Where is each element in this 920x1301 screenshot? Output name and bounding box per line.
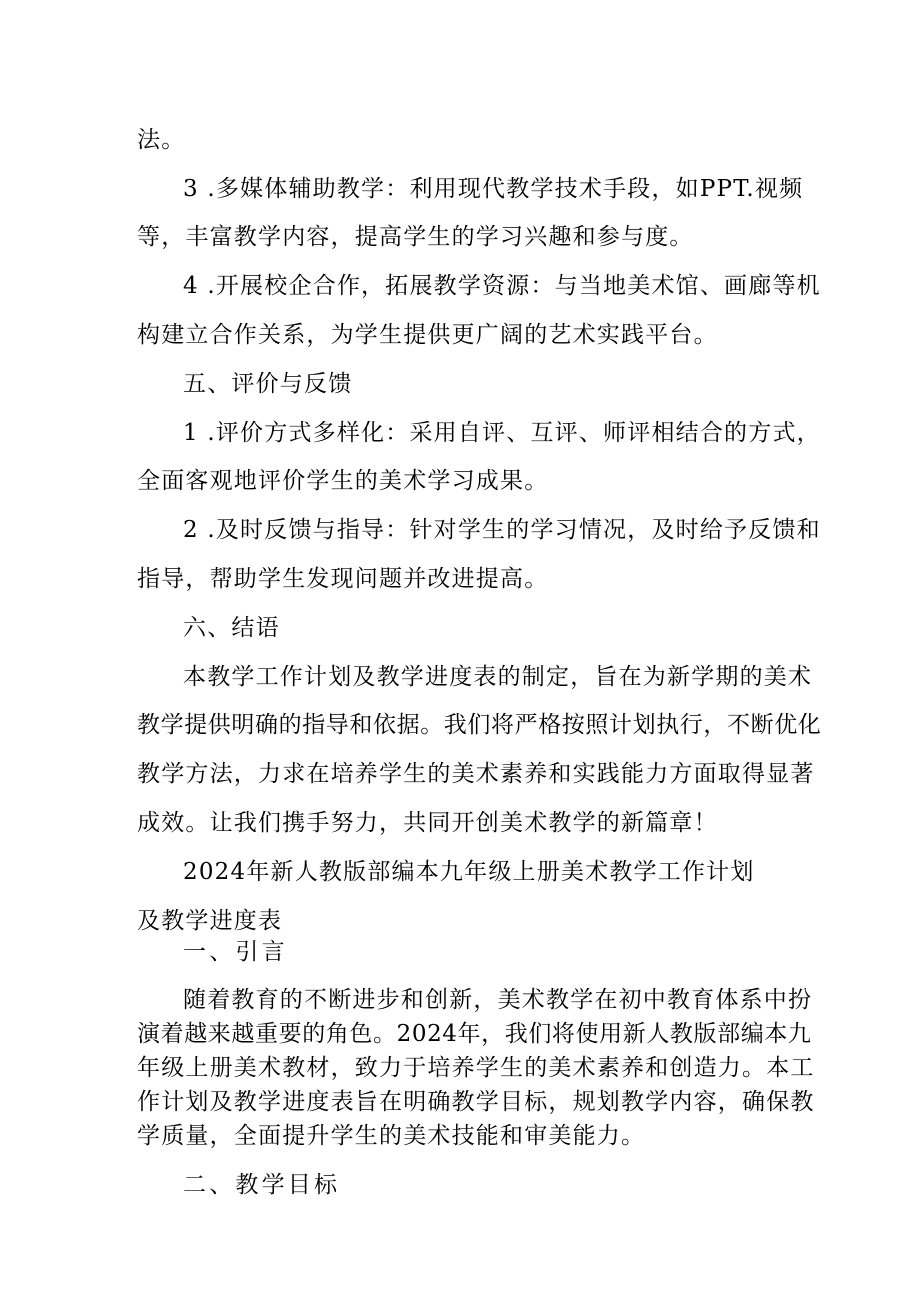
text-line: 全面客观地评价学生的美术学习成果。 [137, 468, 549, 494]
document-title-continued: 及教学进度表 [137, 908, 283, 934]
document-title: 2024年新人教版部编本九年级上册美术教学工作计划 [183, 859, 755, 885]
text-line: 等，丰富教学内容，提高学生的学习兴趣和参与度。 [137, 224, 694, 250]
section-heading: 五、评价与反馈 [183, 371, 353, 397]
text-line: 随着教育的不断进步和创新，美术教学在初中教育体系中扮 [183, 987, 813, 1013]
text-line: 1 .评价方式多样化：采用自评、互评、师评相结合的方式， [183, 420, 821, 446]
text-line: 本教学工作计划及教学进度表的制定，旨在为新学期的美术 [183, 664, 813, 690]
text-line: 学质量，全面提升学生的美术技能和审美能力。 [137, 1123, 646, 1149]
text-line: 年级上册美术教材，致力于培养学生的美术素养和创造力。本工 [137, 1055, 815, 1081]
text-line: 构建立合作关系，为学生提供更广阔的艺术实践平台。 [137, 322, 718, 348]
section-heading: 二、教学目标 [183, 1172, 341, 1198]
section-heading: 六、结语 [183, 615, 280, 641]
text-line: 3 .多媒体辅助教学：利用现代教学技术手段，如PPT.视频 [183, 176, 804, 202]
text-line: 教学方法，力求在培养学生的美术素养和实践能力方面取得显著 [137, 761, 815, 787]
text-line: 4 .开展校企合作，拓展教学资源：与当地美术馆、画廊等机 [183, 273, 821, 299]
text-line: 成效。让我们携手努力，共同开创美术教学的新篇章！ [137, 810, 718, 836]
text-line: 法。 [137, 127, 186, 153]
text-line: 作计划及教学进度表旨在明确教学目标，规划教学内容，确保教 [137, 1089, 815, 1115]
section-heading: 一、引言 [183, 939, 288, 965]
text-line: 教学提供明确的指导和依据。我们将严格按照计划执行，不断优化 [137, 712, 822, 738]
text-line: 演着越来越重要的角色。2024年，我们将使用新人教版部编本九 [137, 1021, 812, 1047]
text-line: 2 .及时反馈与指导：针对学生的学习情况，及时给予反馈和 [183, 517, 821, 543]
text-line: 指导，帮助学生发现问题并改进提高。 [137, 566, 549, 592]
